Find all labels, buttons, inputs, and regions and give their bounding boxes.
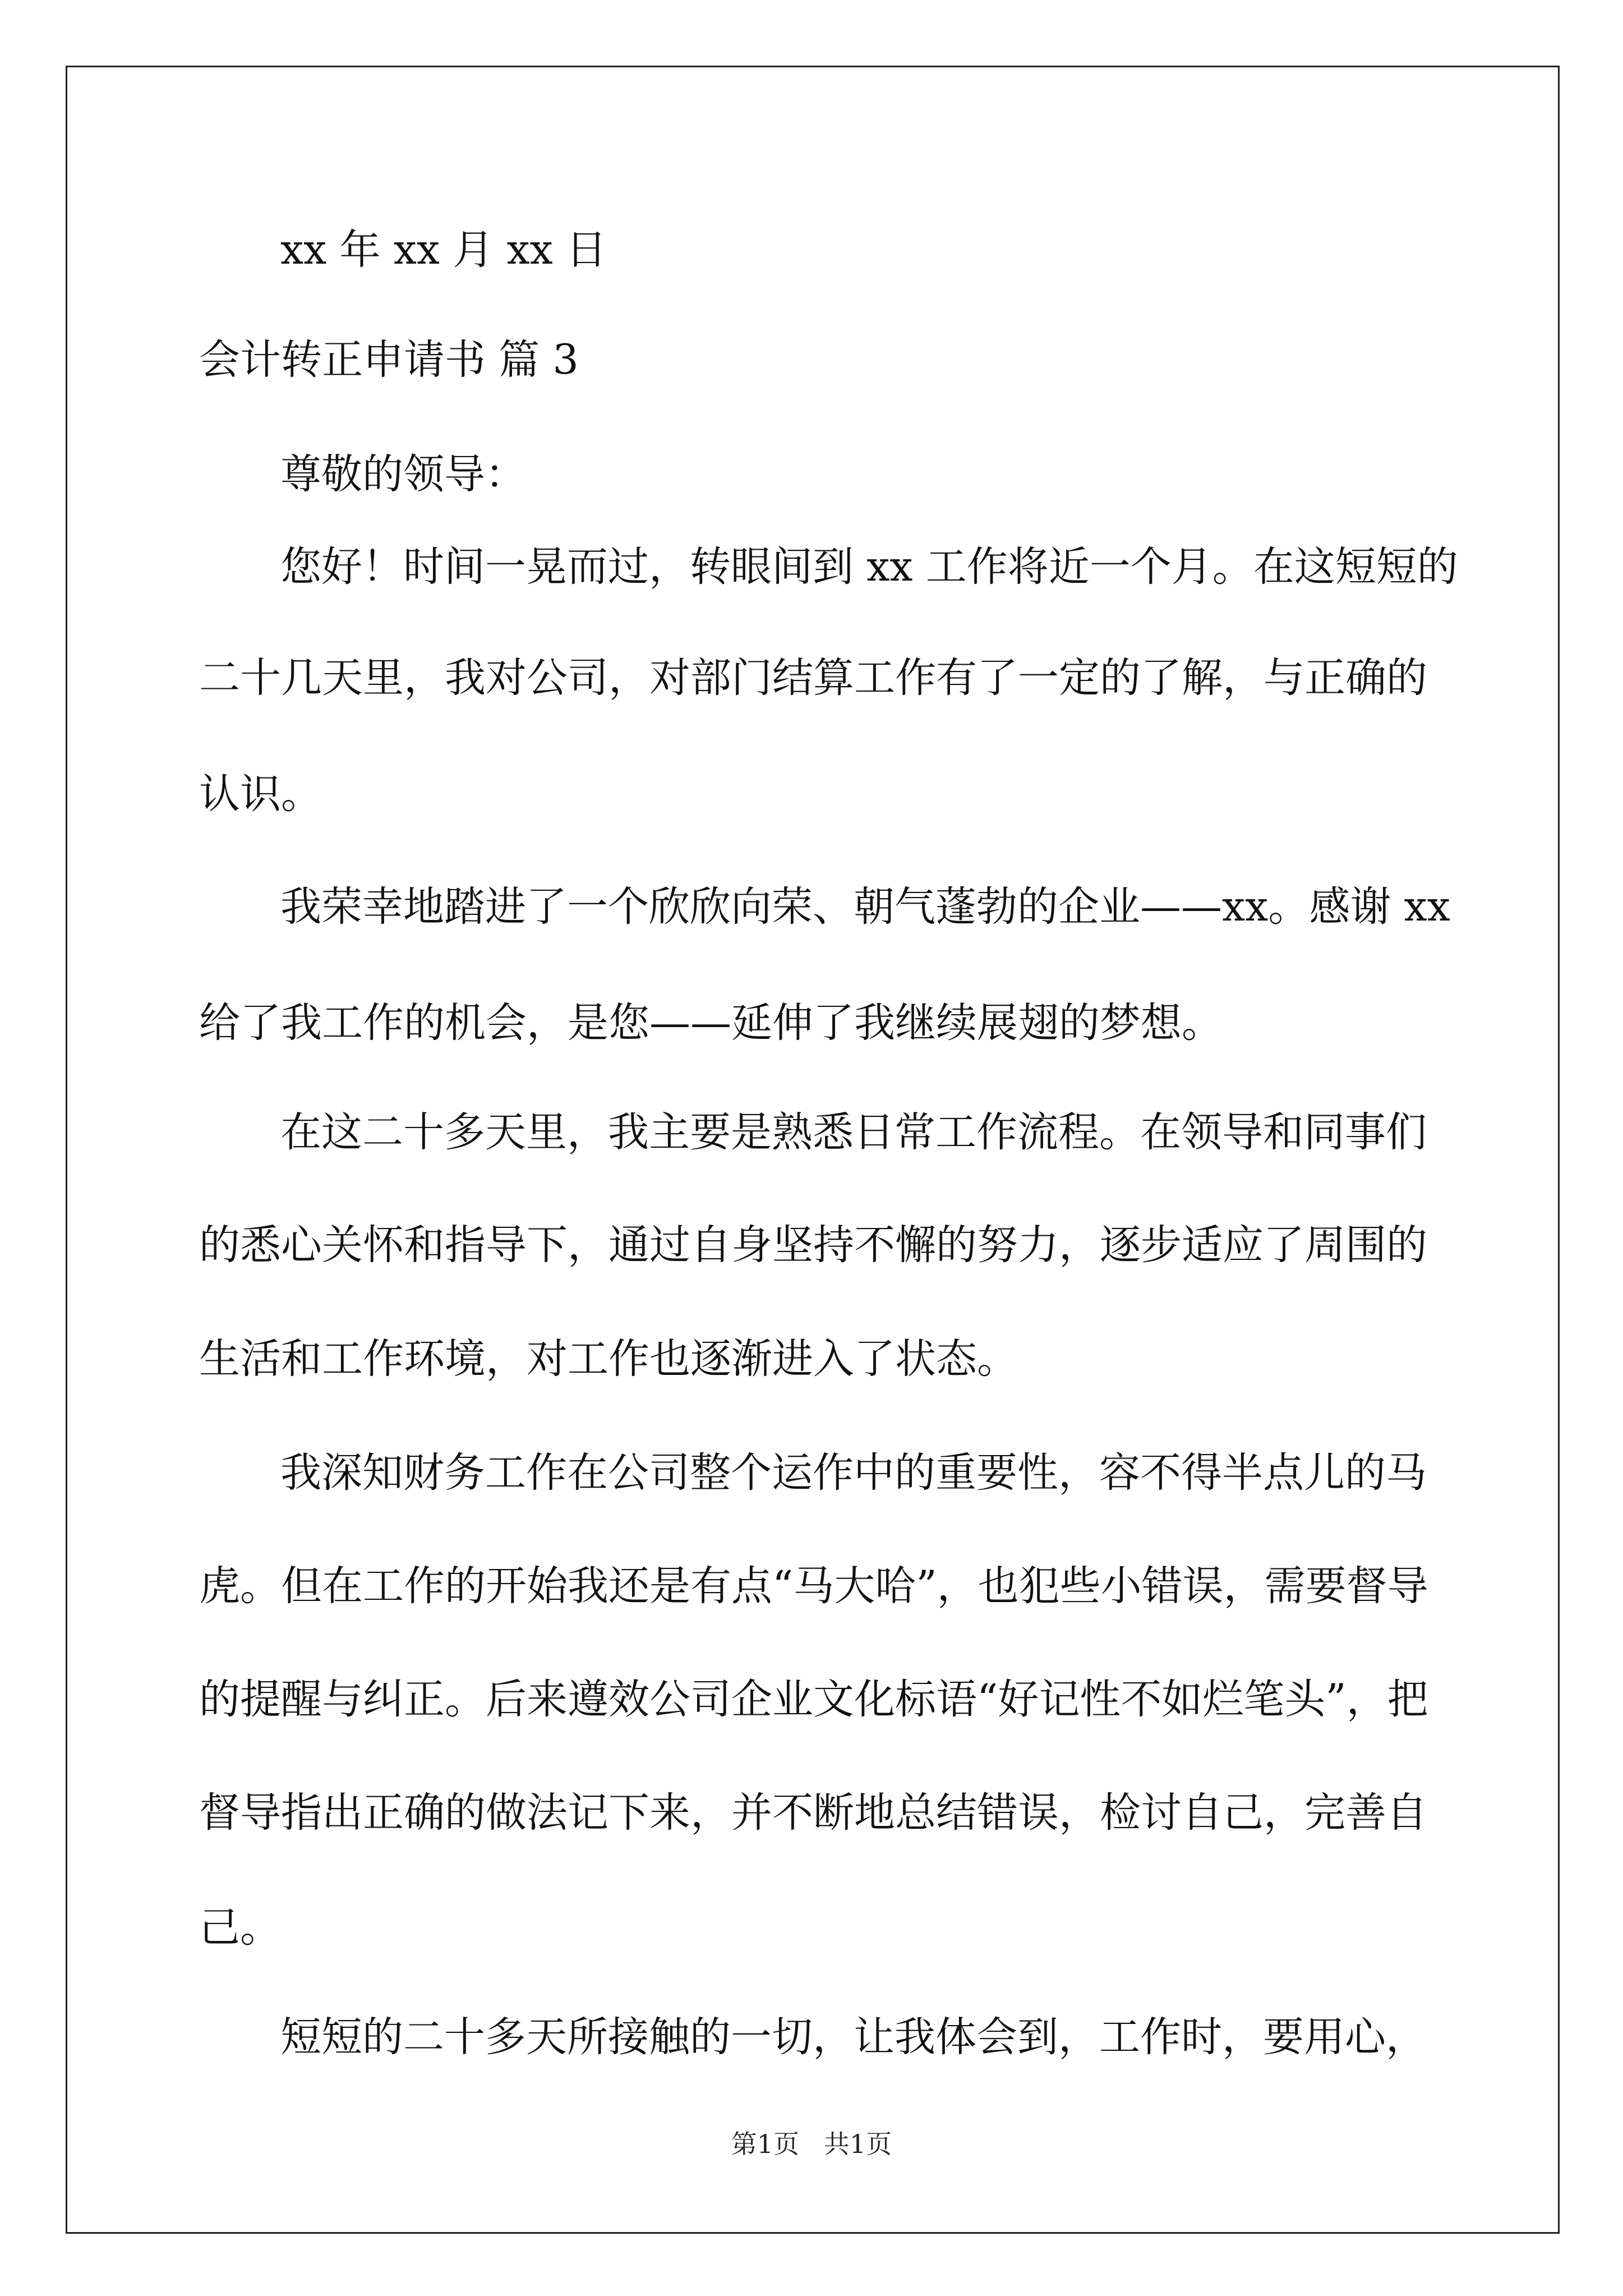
paragraph-4-line-1: 我深知财务工作在公司整个运作中的重要性，容不得半点儿的马 [280, 1449, 1427, 1497]
paragraph-1-line-1: 您好！时间一晃而过，转眼间到 xx 工作将近一个月。在这短短的 [280, 543, 1458, 591]
date-line: xx 年 xx 月 xx 日 [280, 226, 607, 274]
page-footer: 第1页 共1页 [731, 2129, 892, 2159]
paragraph-1-line-2: 二十几天里，我对公司，对部门结算工作有了一定的了解，与正确的 [199, 654, 1427, 702]
paragraph-2-line-1: 我荣幸地踏进了一个欣欣向荣、朝气蓬勃的企业——xx。感谢 xx [280, 883, 1450, 931]
salutation: 尊敬的领导： [280, 450, 526, 498]
section-title: 会计转正申请书 篇 3 [199, 336, 579, 384]
paragraph-4-line-4: 督导指出正确的做法记下来，并不断地总结错误，检讨自己，完善自 [199, 1789, 1427, 1837]
paragraph-4-line-3: 的提醒与纠正。后来遵效公司企业文化标语“好记性不如烂笔头”，把 [199, 1676, 1428, 1723]
paragraph-2-line-2: 给了我工作的机会，是您——延伸了我继续展翅的梦想。 [199, 999, 1223, 1047]
paragraph-4-line-2: 虎。但在工作的开始我还是有点“马大哈”，也犯些小错误，需要督导 [199, 1562, 1428, 1610]
paragraph-3-line-1: 在这二十多天里，我主要是熟悉日常工作流程。在领导和同事们 [280, 1108, 1427, 1156]
paragraph-3-line-3: 生活和工作环境，对工作也逐渐进入了状态。 [199, 1335, 1018, 1383]
paragraph-1-line-3: 认识。 [199, 770, 322, 818]
paragraph-5-line-1: 短短的二十多天所接触的一切，让我体会到，工作时，要用心， [280, 2013, 1427, 2061]
paragraph-4-line-5: 己。 [199, 1904, 281, 1952]
paragraph-3-line-2: 的悉心关怀和指导下，通过自身坚持不懈的努力，逐步适应了周围的 [199, 1221, 1427, 1269]
